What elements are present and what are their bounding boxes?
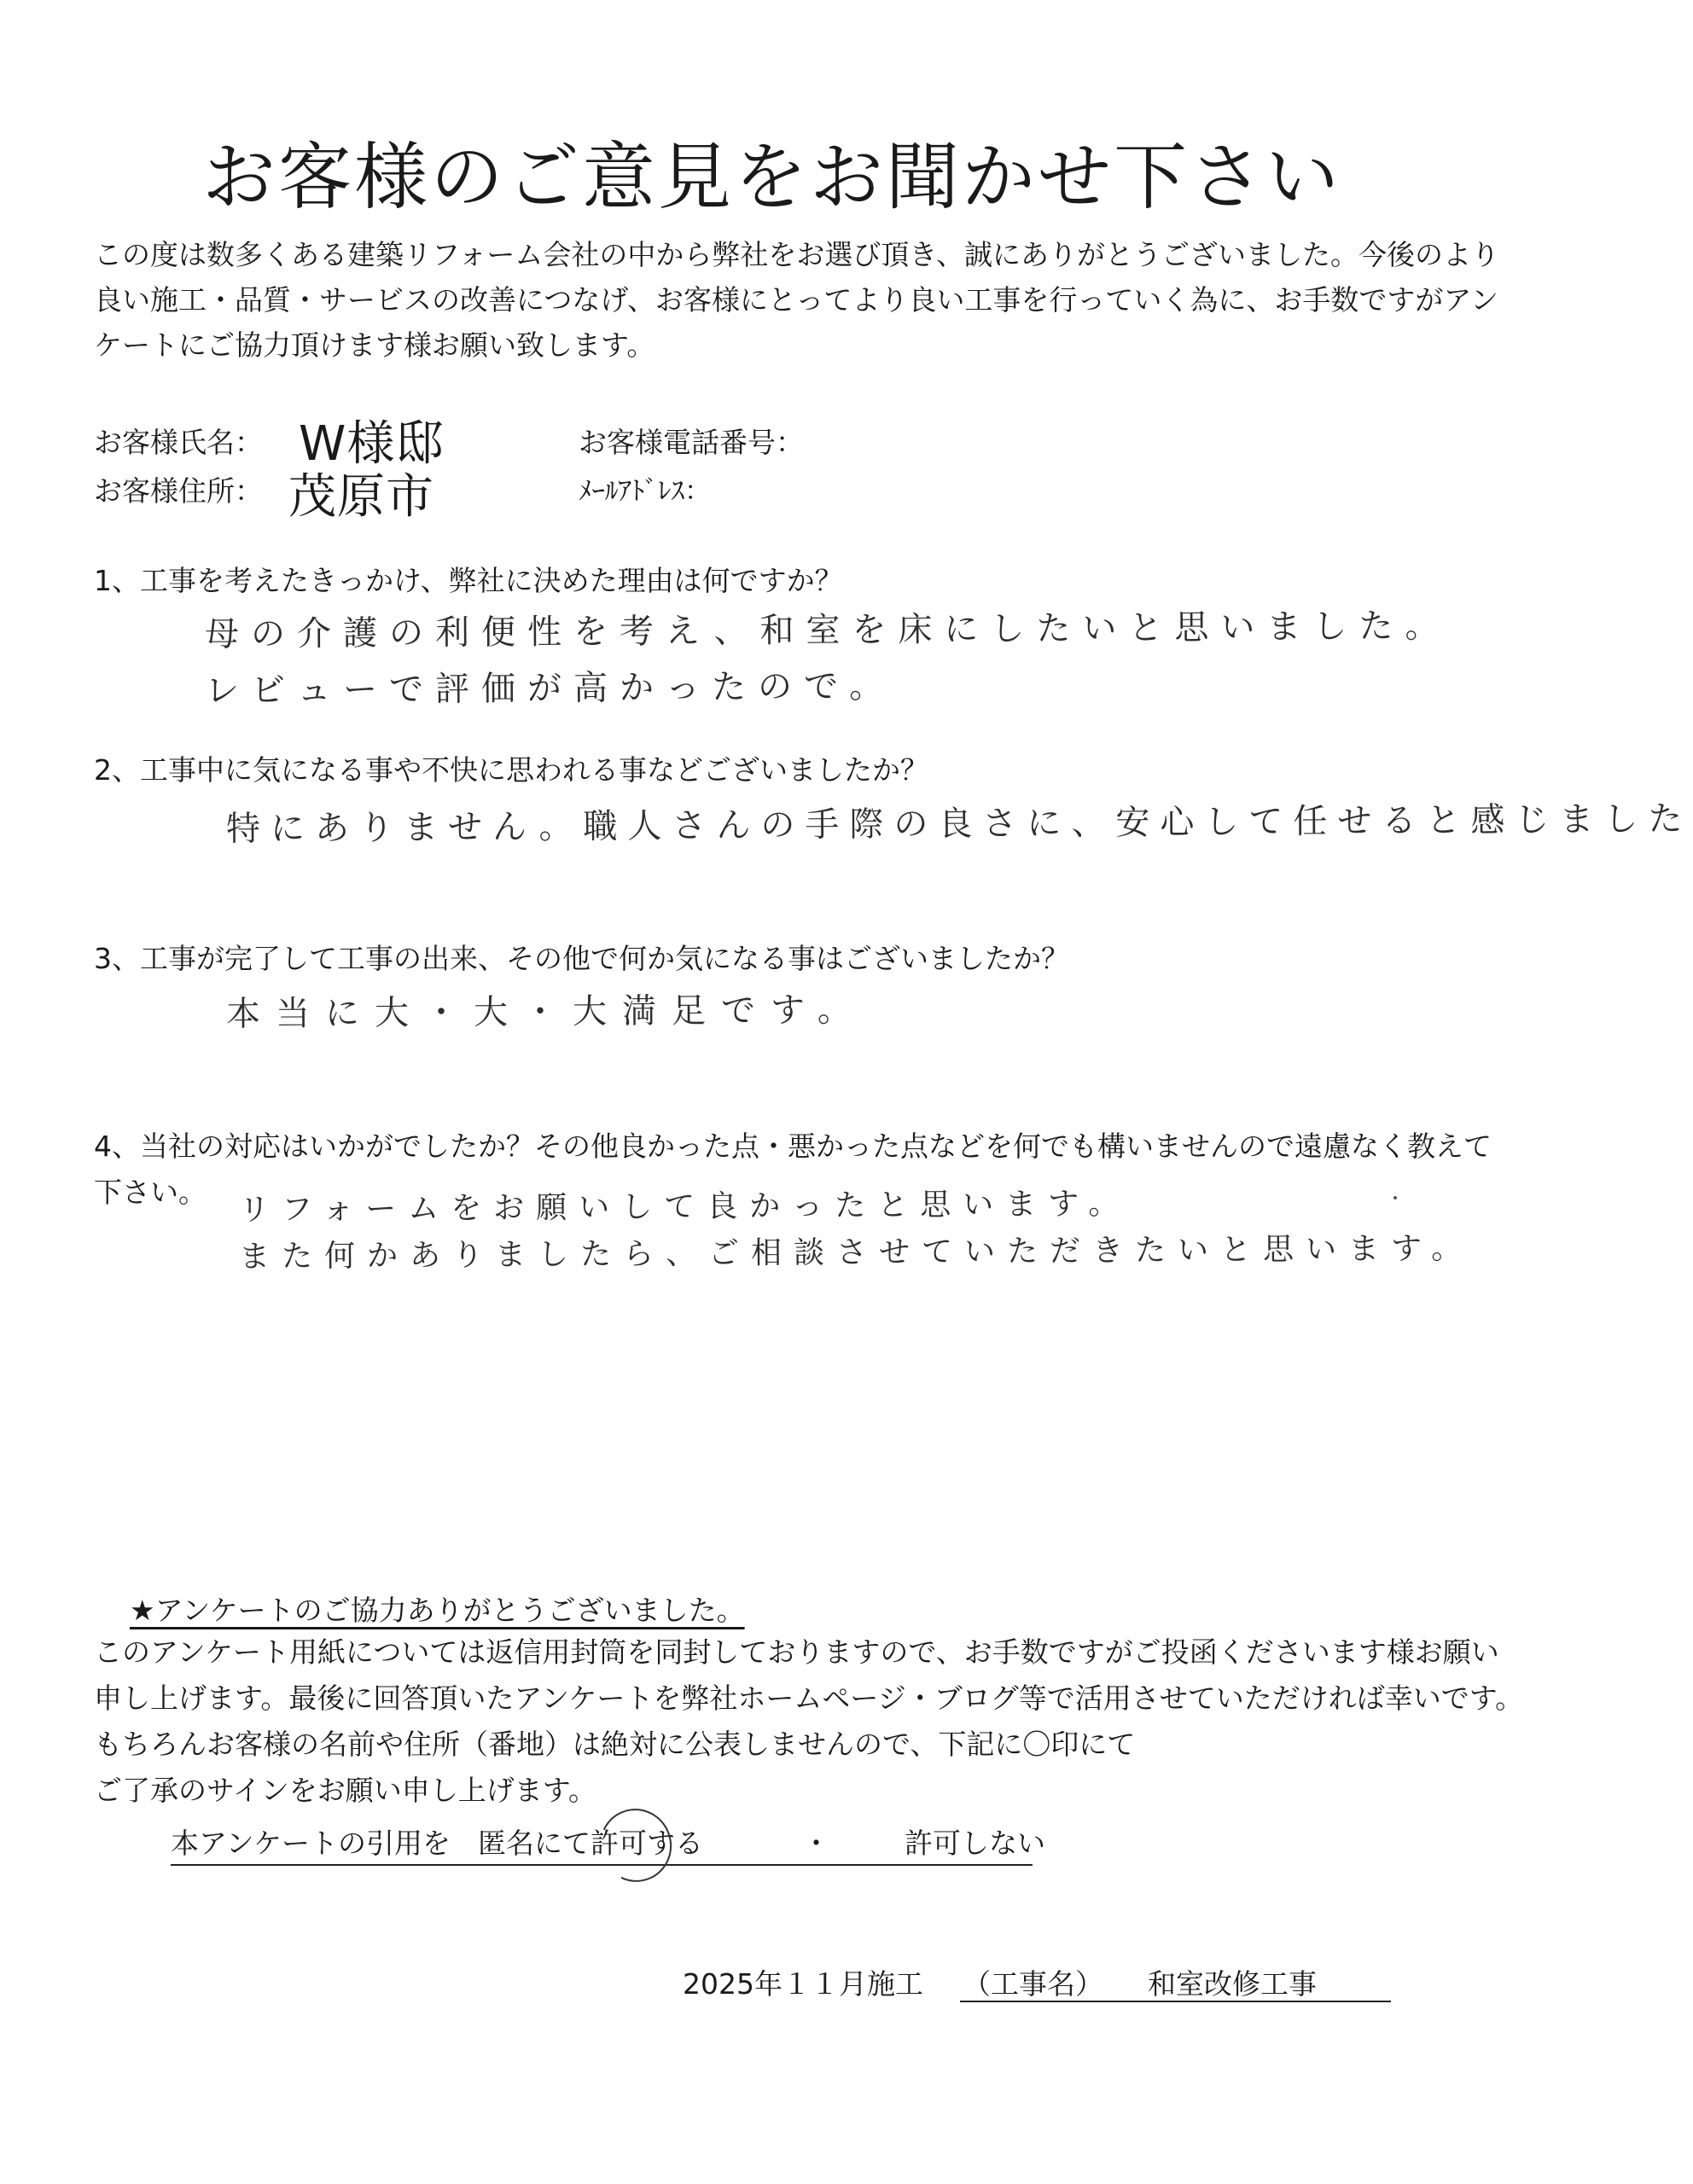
customer-email-label: ﾒｰﾙｱﾄﾞﾚｽ： bbox=[579, 476, 711, 507]
stray-ink-dot bbox=[1393, 1196, 1397, 1199]
question-3: 3、工事が完了して工事の出来、その他で何か気になる事はございましたか？ bbox=[94, 942, 1069, 975]
answer-4-line-2: また何かありましたら、ご相談させていただきたいと思います。 bbox=[238, 1230, 1475, 1275]
intro-line: 良い施工・品質・サービスの改善につなげ、お客様にとってより良い工事を行っていく為に、お手数ですがアン bbox=[94, 283, 1499, 317]
answer-1-line-1: 母の介護の利便性を考え、和室を床にしたいと思いました。 bbox=[204, 606, 1452, 654]
customer-name-value: W様邸 bbox=[299, 416, 445, 472]
answer-1-line-2: レビューで評価が高かったので。 bbox=[204, 666, 896, 711]
closing-heading: ★アンケートのご協力ありがとうございました。 bbox=[130, 1594, 745, 1627]
intro-line: ケートにご協力頂けます様お願い致します。 bbox=[94, 328, 655, 362]
consent-prefix: 本アンケートの引用を bbox=[171, 1827, 451, 1860]
customer-name-label: お客様氏名： bbox=[94, 426, 263, 459]
closing-paragraph bbox=[94, 1629, 1524, 1814]
consent-separator: ・ bbox=[802, 1827, 830, 1860]
closing-line: 申し上げます。最後に回答頂いたアンケートを弊社ホームページ・ブログ等で活用させていただければ幸いです。 bbox=[94, 1682, 1524, 1715]
work-name-underline bbox=[960, 2001, 1391, 2002]
answer-3-line-1: 本当に大・大・大満足です。 bbox=[225, 990, 867, 1034]
work-name-label: （工事名） bbox=[963, 1967, 1103, 2001]
consent-option-allow[interactable]: 匿名にて許可する bbox=[478, 1827, 703, 1860]
consent-option-deny[interactable]: 許可しない bbox=[905, 1827, 1045, 1860]
question-4-line-1: 4、当社の対応はいかがでしたか？その他良かった点・悪かった点などを何でも構いませんので遠慮なく教えて bbox=[94, 1130, 1492, 1163]
construction-date: 2025年１１月施工 bbox=[683, 1967, 923, 2001]
question-4-line-2: 下さい。 bbox=[94, 1176, 207, 1209]
customer-address-value: 茂原市 bbox=[288, 469, 434, 525]
question-2: 2、工事中に気になる事や不快に思われる事などございましたか？ bbox=[94, 753, 928, 787]
customer-phone-label: お客様電話番号： bbox=[579, 426, 804, 459]
answer-4-line-1: リフォームをお願いして良かったと思います。 bbox=[238, 1186, 1132, 1228]
page-title: お客様のご意見をお聞かせ下さい bbox=[202, 135, 1341, 220]
answer-2-line-1: 特にありません。職人さんの手際の良さに、安心して任せると感じました bbox=[225, 799, 1693, 849]
question-1: 1、工事を考えたきっかけ、弊社に決めた理由は何ですか？ bbox=[94, 564, 843, 597]
closing-line: もちろんお客様の名前や住所（番地）は絶対に公表しませんので、下記に〇印にて bbox=[94, 1728, 1136, 1761]
closing-line: このアンケート用紙については返信用封筒を同封しておりますので、お手数ですがご投函くださいます様お願い bbox=[94, 1635, 1499, 1669]
customer-address-label: お客様住所： bbox=[94, 474, 263, 508]
intro-paragraph bbox=[94, 232, 1500, 368]
work-name-value: 和室改修工事 bbox=[1148, 1967, 1317, 2001]
intro-line: この度は数多くある建築リフォーム会社の中から弊社をお選び頂き、誠にありがとうございました。今後のより bbox=[94, 238, 1500, 271]
closing-line: ご了承のサインをお願い申し上げます。 bbox=[94, 1774, 597, 1807]
